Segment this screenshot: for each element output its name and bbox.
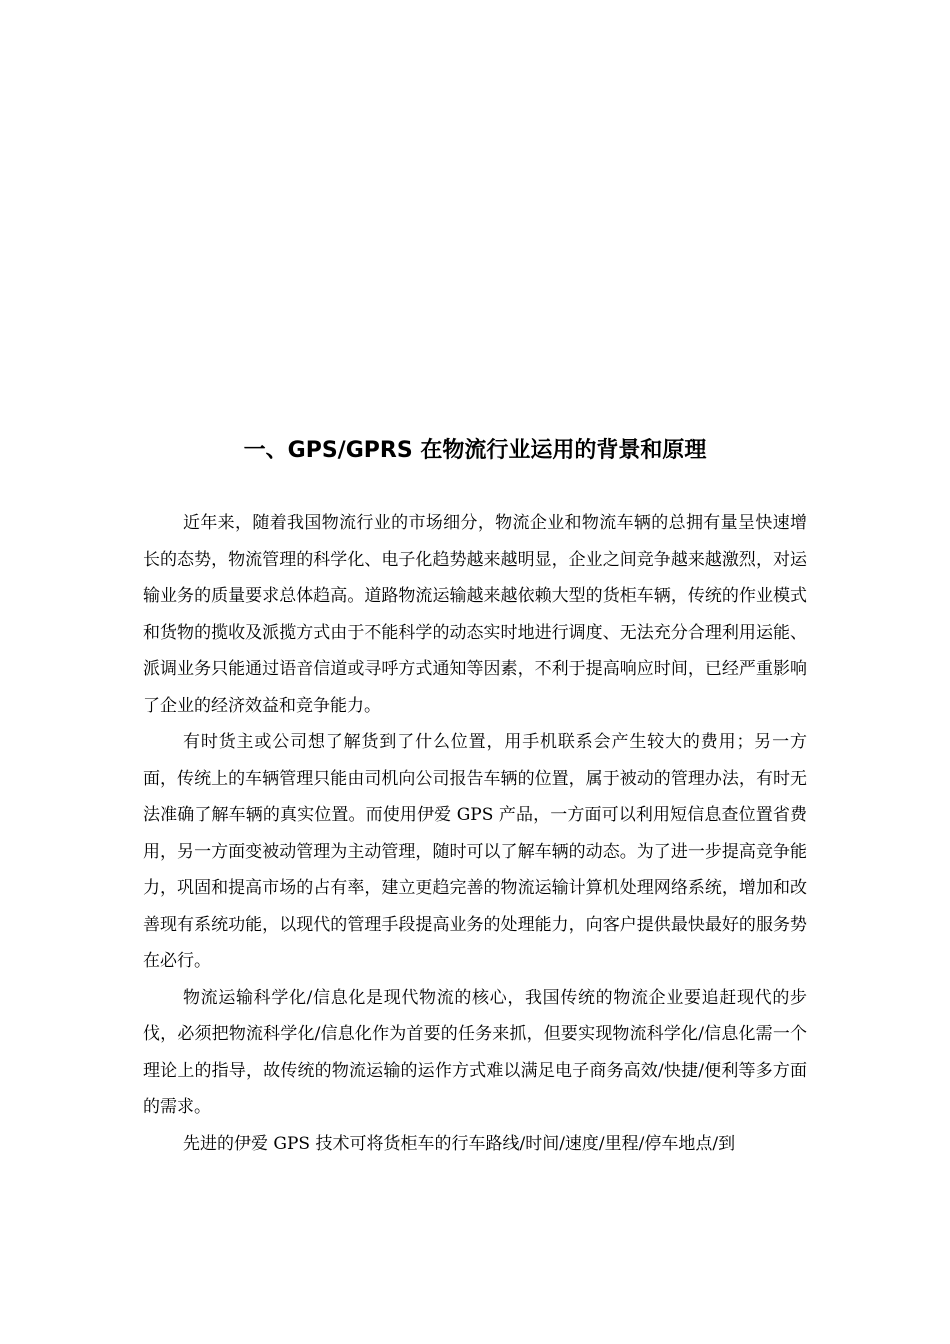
section-heading: 一、GPS/GPRS 在物流行业运用的背景和原理: [243, 438, 707, 463]
paragraph: 有时货主或公司想了解货到了什么位置，用手机联系会产生较大的费用；另一方面，传统上的车辆管理只能由司机向公司报告车辆的位置，属于被动的管理办法，有时无法准确了解车辆的真实位置。而使用伊爱 GPS 产品，一方面可以利用短信息查位置省费用，另一方面变被动管理为主动管理，随时可以了解车辆的动态。为了进一步提高竞争能力，巩固和提高市场的占有率，建立更趋完善的物流运输计算机处理网络系统，增加和改善现有系统功能，以现代的管理手段提高业务的处理能力，向客户提供最快最好的服务势在必行。: [143, 732, 807, 971]
paragraph: 先进的伊爱 GPS 技术可将货柜车的行车路线/时间/速度/里程/停车地点/到: [183, 1133, 736, 1154]
paragraph: 物流运输科学化/信息化是现代物流的核心，我国传统的物流企业要追赶现代的步伐，必须把物流科学化/信息化作为首要的任务来抓，但要实现物流科学化/信息化需一个理论上的指导，故传统的物流运输的运作方式难以满足电子商务高效/快捷/便利等多方面的需求。: [143, 987, 807, 1117]
body-text: [143, 505, 807, 1162]
paragraph: 近年来，随着我国物流行业的市场细分，物流企业和物流车辆的总拥有量呈快速增长的态势，物流管理的科学化、电子化趋势越来越明显，企业之间竞争越来越激烈，对运输业务的质量要求总体趋高。道路物流运输越来越依赖大型的货柜车辆，传统的作业模式和货物的揽收及派揽方式由于不能科学的动态实时地进行调度、无法充分合理利用运能、派调业务只能通过语音信道或寻呼方式通知等因素，不利于提高响应时间，已经严重影响了企业的经济效益和竞争能力。: [143, 513, 807, 716]
